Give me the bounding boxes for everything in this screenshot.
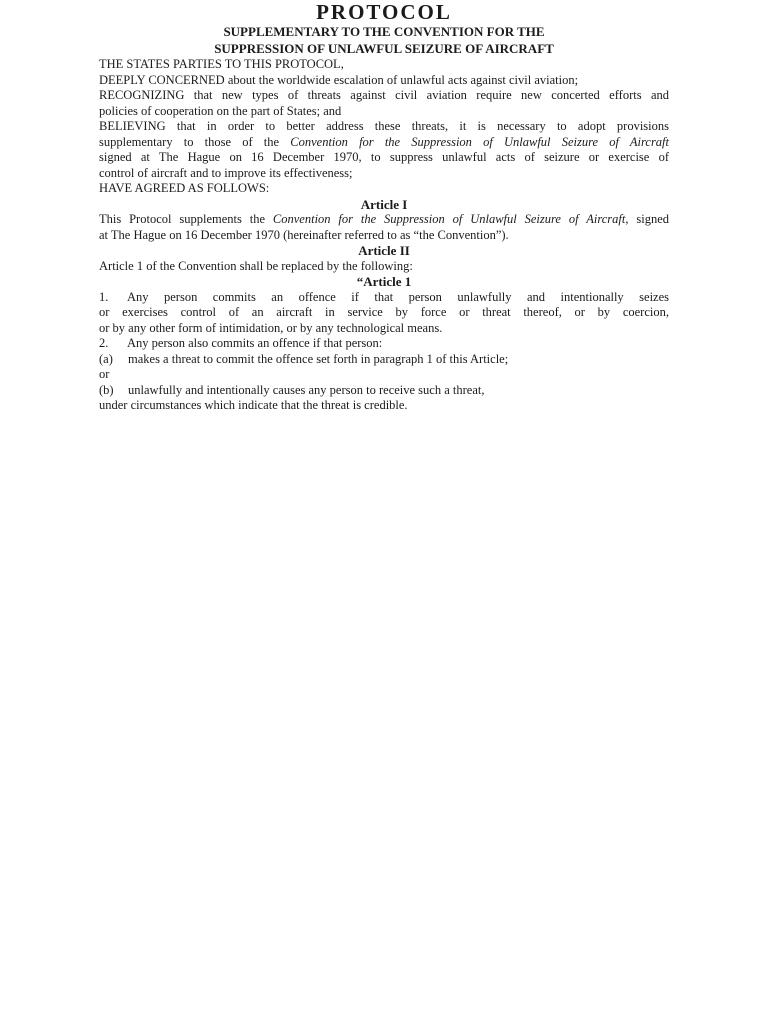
item-b-marker: (b) (99, 382, 114, 397)
item-a-line-2: or (99, 367, 110, 381)
article-1-paragraph (99, 212, 669, 243)
believing-line-2 (99, 135, 669, 151)
preamble-parties: THE STATES PARTIES TO THIS PROTOCOL, (99, 57, 344, 71)
item-b-text: unlawfully and intentionally causes any person to receive such a threat, (128, 382, 485, 397)
subtitle-line-2: SUPPRESSION OF UNLAWFUL SEIZURE OF AIRCRAFT (214, 40, 554, 56)
quoted-paragraph-2 (99, 336, 669, 352)
article-1-line-1-pre: This Protocol supplements the (99, 212, 273, 226)
document-body (99, 0, 669, 414)
item-a-marker: (a) (99, 351, 113, 366)
paragraph-1-line-3: or by any other form of intimidation, or by any technological means. (99, 320, 443, 335)
preamble-believing (99, 119, 669, 181)
preamble-deeply-concerned: DEEPLY CONCERNED about the worldwide escalation of unlawful acts against civil aviation; (99, 72, 579, 87)
paragraph-1-line-1 (99, 290, 669, 306)
item-a-text: makes a threat to commit the offence set forth in paragraph 1 of this Article; (128, 351, 509, 366)
preamble-have-agreed: HAVE AGREED AS FOLLOWS: (99, 181, 270, 195)
paragraph-2-text: Any person also commits an offence if that person: (127, 336, 383, 350)
convention-title-italic: Convention for the Suppression of Unlawful Seizure of Aircraft (290, 134, 670, 149)
paragraph-2-number: 2. (99, 336, 109, 350)
preamble-recognizing (99, 88, 669, 119)
believing-line-3: signed at The Hague on 16 December 1970, to suppress unlawful acts of seizure or exercise of (99, 150, 669, 164)
believing-line-1: BELIEVING that in order to better address these threats, it is necessary to adopt provisions (99, 119, 669, 133)
closing-clause: under circumstances which indicate that the threat is credible. (99, 398, 408, 412)
item-a-line-1 (99, 352, 669, 368)
sub-item-a (99, 352, 669, 383)
article-1-line-1-post: , signed (625, 212, 670, 226)
believing-line-4: control of aircraft and to improve its effectiveness; (99, 165, 353, 180)
article-2-intro: Article 1 of the Convention shall be replaced by the following: (99, 258, 413, 273)
subtitle-line-1: SUPPLEMENTARY TO THE CONVENTION FOR THE (223, 24, 545, 39)
paragraph-1-line-2: or exercises control of an aircraft in service by force or threat thereof, or by coercion, (99, 305, 669, 319)
quoted-article-1-heading: “Article 1 (356, 274, 412, 289)
article-1-heading: Article I (360, 196, 408, 212)
recognizing-line-1: RECOGNIZING that new types of threats against civil aviation require new concerted efforts and (99, 88, 669, 102)
recognizing-line-2: policies of cooperation on the part of States; and (99, 103, 342, 118)
sub-item-b (99, 383, 669, 399)
article-2-heading: Article II (358, 243, 410, 258)
paragraph-1-number: 1. (99, 289, 109, 304)
document-subtitle (99, 24, 669, 57)
quoted-paragraph-1 (99, 290, 669, 337)
article-1-line-1 (99, 212, 669, 228)
article-1-line-2: at The Hague on 16 December 1970 (hereinafter referred to as “the Convention”). (99, 227, 509, 242)
believing-line-2-text: supplementary to those of the (99, 134, 291, 149)
paragraph-1-line-1-text: Any person commits an offence if that person unlawfully and intentionally seizes (127, 289, 669, 304)
convention-title-italic: Convention for the Suppression of Unlawful Seizure of Aircraft (272, 212, 626, 226)
document-title: PROTOCOL (316, 0, 452, 24)
